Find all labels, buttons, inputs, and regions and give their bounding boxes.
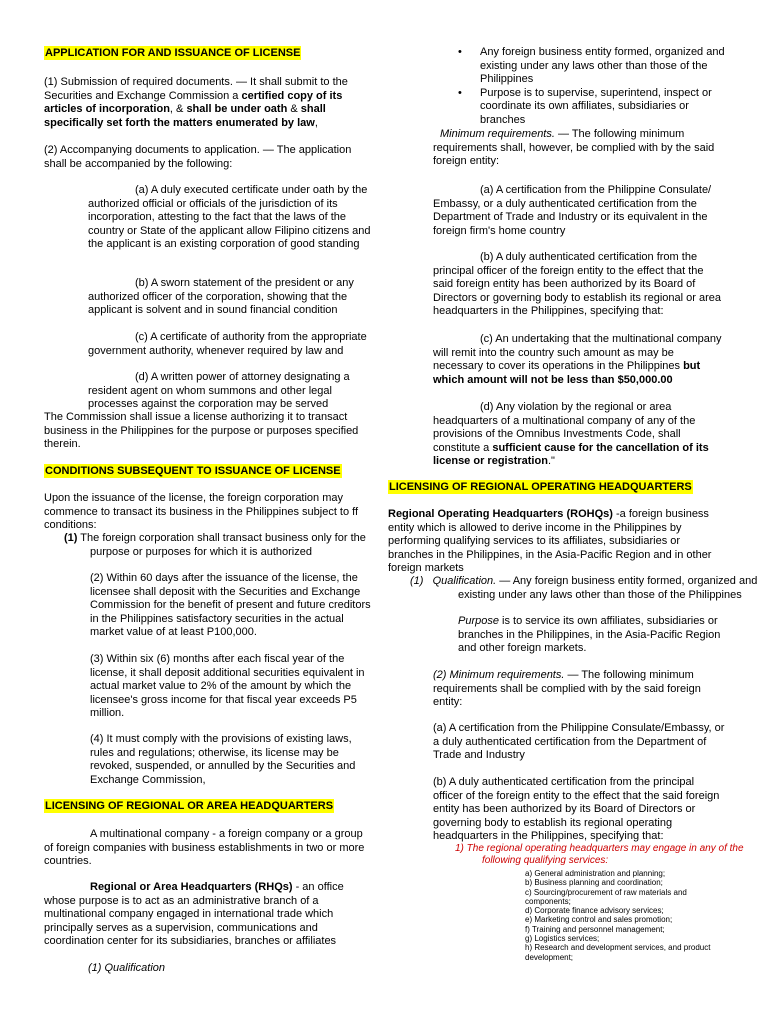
paragraph-rohq [388, 508, 725, 576]
text: , [314, 116, 318, 129]
paragraph-submission [44, 76, 374, 130]
paragraph-minimum-requirements-2 [433, 669, 725, 710]
text: - an office whose purpose is to act as an administrative branch of a multinational company engaged in international trade which principally serves as a supervision, communications and coordination center for its subsidiaries, branches or affiliates [44, 881, 344, 947]
term-rohq: Regional Operating Headquarters (ROHQs) [388, 508, 613, 520]
text-bold: shall specifically set forth the matters enumerated by law [44, 103, 326, 129]
rhq-bullet-list [458, 46, 728, 127]
paragraph-accompanying: (2) Accompanying documents to application. — The application shall be accompanied by the following: [44, 144, 352, 170]
service-item: f) Training and personnel management; [525, 924, 665, 934]
item-c: (c) A certificate of authority from the appropriate government authority, whenever required by law and [88, 331, 367, 357]
condition-3: (3) Within six (6) months after each fiscal year of the license, it shall deposit additional securities equivalent in actual market value to 2% of the amount by which the licensee's gross income for that fiscal year exceeds P5 million. [90, 653, 365, 719]
paragraph-rhq [44, 881, 359, 949]
service-item: d) Corporate finance advisory services; [525, 906, 664, 916]
service-item: g) Logistics services; [525, 934, 600, 944]
item-d: (d) A written power of attorney designating a resident agent on whom summons and other legal processes against the corporation may be served [88, 371, 350, 410]
section-heading-conditions: CONDITIONS SUBSEQUENT TO ISSUANCE OF LICENSE [45, 465, 341, 477]
text-bold: sufficient cause for the cancellation of its license or registration [433, 441, 709, 467]
text-italic: Qualification. [432, 575, 497, 587]
qualifying-services-list [525, 869, 715, 962]
service-item: h) Research and development services, and product development; [525, 943, 711, 962]
section-heading-application: APPLICATION FOR AND ISSUANCE OF LICENSE [45, 47, 301, 59]
requirement-2a: (a) A certification from the Philippine Consulate/Embassy, or a duly authenticated certification from the Department of Trade and Industry [433, 722, 725, 761]
text: (d) Any violation by the regional or area headquarters of a multinational company of any of the provisions of the Omnibus Investments Code, shall constitute a [433, 401, 696, 454]
text: ." [547, 455, 555, 467]
text-bold: but which amount will not be less than $50,000.00 [433, 360, 701, 386]
paragraph-minimum-requirements [433, 128, 725, 169]
qualifying-services-note: 1) The regional operating headquarters may engage in any of the following qualifying services: [455, 843, 744, 866]
service-item: e) Marketing control and sales promotion; [525, 915, 673, 925]
text-bold: certified copy of its articles of incorporation [44, 89, 343, 115]
text: — The following minimum requirements shall, however, be complied with by the said foreign entity: [433, 128, 715, 167]
requirement-a: (a) A certification from the Philippine Consulate/ Embassy, or a duly authenticated certification from the Department of Trade and Industry or its equivalent in the foreign firm's home country [433, 184, 712, 237]
text: -a foreign business entity which is allowed to derive income in the Philippines by performing qualifying services to its affiliates, subsidiaries or branches in the Philippines, in the Asia-Pacific Region and in other foreign markets [388, 508, 712, 574]
text-italic: Purpose [458, 615, 499, 627]
condition-2: (2) Within 60 days after the issuance of the license, the licensee shall deposit with the Securities and Exchange Commission for the benefit of present and future creditors in the Philippines satisfactory securities in the actual market value of at least P100,000. [90, 572, 371, 638]
item-b: (b) A sworn statement of the president or any authorized officer of the corporation, showing that the applicant is solvent and in sound financial condition [88, 277, 354, 316]
text-italic: (1) [410, 575, 424, 587]
rohq-qualification [410, 575, 768, 602]
text: — Any foreign business entity formed, organized and existing under any laws other than those of the Philippines [458, 575, 758, 601]
service-item: c) Sourcing/procurement of raw materials and components; [525, 887, 687, 906]
text: & [287, 103, 301, 115]
text: is to service its own affiliates, subsidiaries or branches in the Philippines, in the Asia-Pacific Region and other foreign markets. [458, 615, 721, 654]
requirement-d [433, 401, 725, 469]
term-rhq: Regional or Area Headquarters (RHQs) [90, 881, 293, 893]
text: (c) An undertaking that the multinational company will remit into the country such amount as may be necessary to cover its operations in the Philippines [433, 333, 722, 372]
item-a: (a) A duly executed certificate under oath by the authorized official or officials of the jurisdiction of its incorporation, attesting to the fact that the laws of the country or State of the applicant allow Filipino citizens and the applicant is an existing corporation of good standing [88, 184, 371, 250]
condition-1 [64, 532, 400, 559]
paragraph-multinational: A multinational company - a foreign company or a group of foreign companies with business establishments in two or more countries. [44, 828, 365, 867]
section-heading-rohq: LICENSING OF REGIONAL OPERATING HEADQUARTERS [389, 481, 692, 493]
text-italic: (1) Qualification [88, 962, 166, 974]
text-italic: Minimum requirements. [440, 128, 555, 140]
qualification-heading [88, 962, 165, 976]
requirement-c [433, 333, 725, 387]
list-item: • Any foreign business entity formed, organized and existing under any laws other than those of the Philippines [458, 46, 728, 87]
requirement-2b: (b) A duly authenticated certification from the principal officer of the foreign entity to the effect that the said foreign entity has been authorized by its Board of Directors or governing body to establish its regional operating headquarters in the Philippines, specifying that: [433, 776, 720, 842]
requirement-b: (b) A duly authenticated certification from the principal officer of the foreign entity to the effect that the said foreign entity has been authorized by its Board of Directors or governing body to establish its regional or area headquarters in the Philippines, specifying that: [433, 251, 721, 317]
condition-number: (1) [64, 532, 78, 544]
paragraph-commission-license: The Commission shall issue a license authorizing it to transact business in the Philippines for the purpose or purposes specified therein. [44, 411, 359, 450]
service-item: a) General administration and planning; [525, 869, 666, 878]
text-italic: (2) Minimum requirements. [433, 669, 565, 681]
text: (1) Submission of required documents. — It shall submit to the Securities and Exchange Commission a [44, 76, 348, 102]
text: — The following minimum requirements shall be complied with by the said foreign entity: [433, 669, 701, 708]
text: , & [169, 103, 187, 115]
rohq-purpose [458, 615, 722, 656]
paragraph-conditions-intro: Upon the issuance of the license, the foreign corporation may commence to transact its business in the Philippines subject to ff conditions: [44, 492, 359, 531]
list-item: • Purpose is to supervise, superintend, inspect or coordinate its own affiliates, subsidiaries or branches [458, 87, 728, 128]
service-item: b) Business planning and coordination; [525, 878, 663, 888]
section-heading-regional-area: LICENSING OF REGIONAL OR AREA HEADQUARTERS [45, 800, 334, 812]
text-bold: shall be under oath [186, 103, 288, 115]
condition-4: (4) It must comply with the provisions of existing laws, rules and regulations; otherwise, its license may be revoked, suspended, or annulled by the Securities and Exchange Commission, [90, 733, 356, 786]
text: The foreign corporation shall transact business only for the purpose or purposes for which it is authorized [77, 532, 366, 558]
